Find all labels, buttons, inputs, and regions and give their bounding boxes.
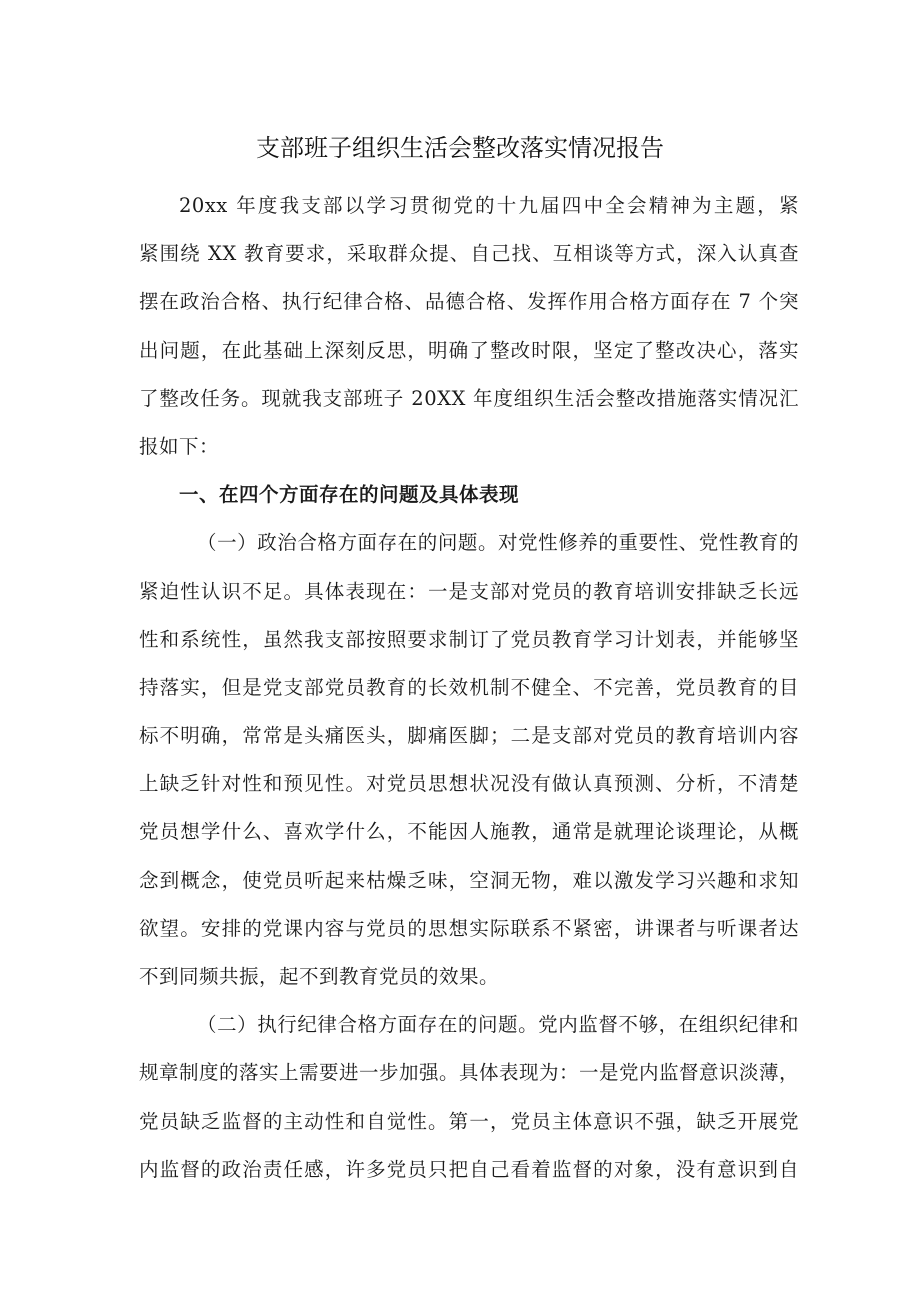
paragraph-line: （一）政治合格方面存在的问题。对党性修养的重要性、党性教育的 <box>197 531 799 555</box>
paragraph-line: 性和系统性，虽然我支部按照要求制订了党员教育学习计划表，并能够坚 <box>139 627 799 651</box>
document-title: 支部班子组织生活会整改落实情况报告 <box>256 134 664 162</box>
intro-line: 了整改任务。现就我支部班子 20XX 年度组织生活会整改措施落实情况汇 <box>139 386 799 410</box>
intro-line: 20xx 年度我支部以学习贯彻党的十九届四中全会精神为主题，紧 <box>179 194 799 217</box>
intro-line: 出问题，在此基础上深刻反思，明确了整改时限，坚定了整改决心，落实 <box>139 338 799 362</box>
paragraph-line: 欲望。安排的党课内容与党员的思想实际联系不紧密，讲课者与听课者达 <box>139 916 799 940</box>
intro-line: 紧围绕 XX 教育要求，采取群众提、自己找、互相谈等方式，深入认真查 <box>139 242 799 266</box>
document-body <box>139 182 799 1194</box>
paragraph-line: 标不明确，常常是头痛医头，脚痛医脚；二是支部对党员的教育培训内容 <box>139 724 799 748</box>
paragraph-line: 紧迫性认识不足。具体表现在：一是支部对党员的教育培训安排缺乏长远 <box>139 579 799 603</box>
paragraph-line: 持落实，但是党支部党员教育的长效机制不健全、不完善，党员教育的目 <box>139 675 799 699</box>
paragraph-line: （二）执行纪律合格方面存在的问题。党内监督不够，在组织纪律和 <box>197 1013 799 1037</box>
intro-line: 摆在政治合格、执行纪律合格、品德合格、发挥作用合格方面存在 7 个突 <box>139 290 799 314</box>
intro-line: 报如下： <box>139 434 220 458</box>
paragraph-line: 党员想学什么、喜欢学什么，不能因人施教，通常是就理论谈理论，从概 <box>139 820 799 844</box>
paragraph-line: 念到概念，使党员听起来枯燥乏味，空洞无物，难以激发学习兴趣和求知 <box>139 868 799 892</box>
paragraph-line: 上缺乏针对性和预见性。对党员思想状况没有做认真预测、分析，不清楚 <box>139 772 799 796</box>
paragraph-line: 内监督的政治责任感，许多党员只把自己看着监督的对象，没有意识到自 <box>139 1157 799 1181</box>
paragraph-line: 党员缺乏监督的主动性和自觉性。第一，党员主体意识不强，缺乏开展党 <box>139 1109 799 1133</box>
paragraph-line: 不到同频共振，起不到教育党员的效果。 <box>139 965 500 988</box>
section-heading: 一、在四个方面存在的问题及具体表现 <box>179 483 520 507</box>
paragraph-line: 规章制度的落实上需要进一步加强。具体表现为：一是党内监督意识淡薄， <box>139 1061 800 1085</box>
